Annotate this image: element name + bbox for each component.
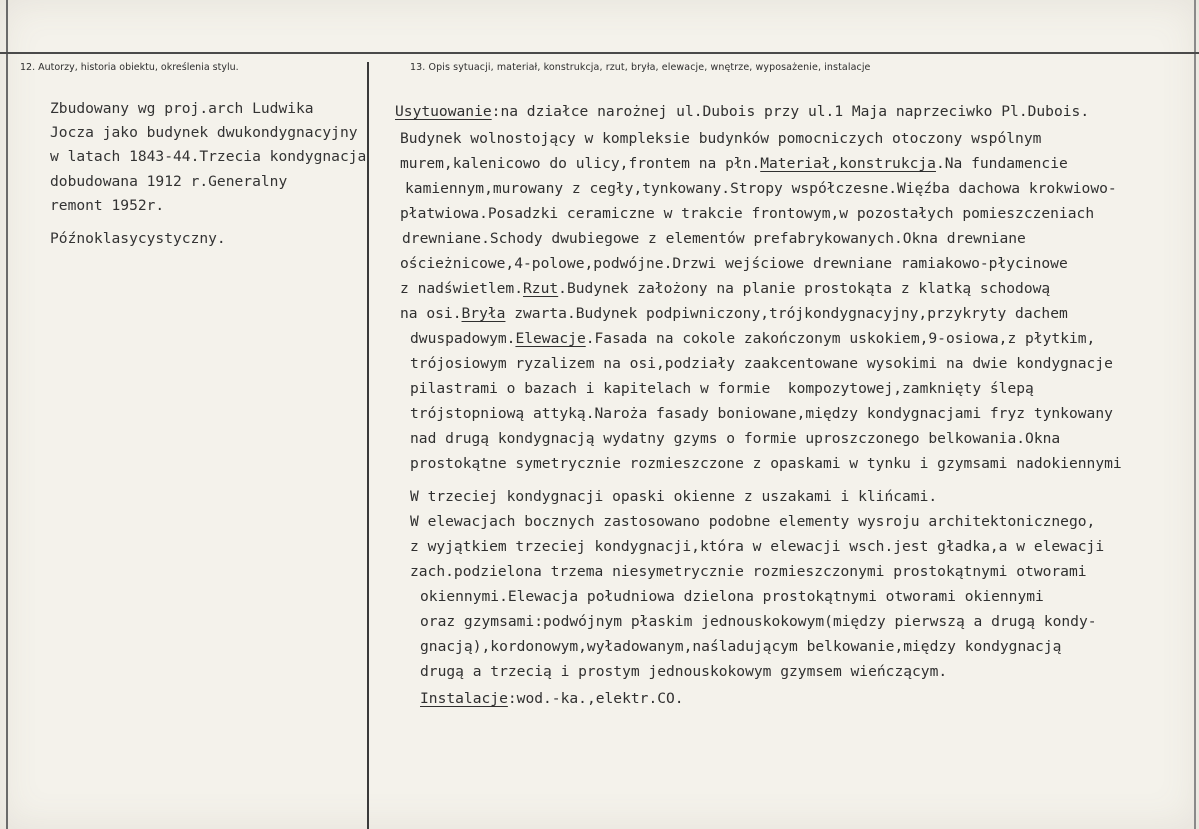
line-text: drugą a trzecią i prostym jednouskokowym gzymsem wieńczącym. [420,663,948,680]
line-text: drewniane.Schody dwubiegowe z elementów prefabrykowanych.Okna drewniane [402,230,1026,247]
description-line [410,455,1122,473]
line-text: :wod.-ka.,elektr.CO. [507,690,684,707]
history-line: Jocza jako budynek dwukondygnacyjny [50,124,358,142]
line-text: W elewacjach bocznych zastosowano podobne elementy wysroju architektonicznego, [410,513,1096,530]
line-text: z nadświetlem. [400,280,524,297]
description-line [400,305,1068,323]
line-text: dwuspadowym. [410,330,516,347]
description-line [410,430,1060,448]
line-text: zach.podzielona trzema niesymetrycznie rozmieszczonymi prostokątnymi otworami [410,563,1087,580]
line-text: pilastrami o bazach i kapitelach w formie kompozytowej,zamknięty ślepą [410,380,1034,397]
line-text: z wyjątkiem trzeciej kondygnacji,która w elewacji wsch.jest gładka,a w elewacji [410,538,1105,555]
description-line [410,513,1095,531]
description-line [400,130,1041,148]
line-text: W trzeciej kondygnacji opaski okienne z uszakami i klińcami. [410,488,938,505]
line-text: trójosiowym ryzalizem na osi,podziały zaakcentowane wysokimi na dwie kondygnacje [410,355,1113,372]
description-line [410,488,937,506]
line-text: Budynek wolnostojący w kompleksie budynków pomocniczych otoczony wspólnym [400,130,1042,147]
line-text: .Fasada na cokole zakończonym uskokiem,9-osiowa,z płytkim, [585,330,1096,347]
line-text: prostokątne symetrycznie rozmieszczone z opaskami w tynku i gzymsami nadokiennymi [410,455,1122,472]
description-line [410,330,1095,348]
style-designation: Późnoklasycystyczny. [50,230,226,247]
section-keyword: Usytuowanie [395,103,492,120]
description-line [410,563,1087,581]
line-text: murem,kalenicowo do ulicy,frontem na płn. [400,155,761,172]
description-line [402,230,1026,248]
history-line: dobudowana 1912 r.Generalny [50,172,288,190]
line-text: .Na fundamencie [935,155,1068,172]
description-line [400,280,1050,298]
page-right-edge [1194,0,1196,829]
line-text: nad drugą kondygnacją wydatny gzyms o formie uproszczonego belkowania.Okna [410,430,1061,447]
description-line [410,355,1113,373]
line-text: oraz gzymsami:podwójnym płaskim jednouskokowym(między pierwszą a drugą kondy- [420,613,1097,630]
description-line [420,663,947,681]
history-line: Zbudowany wg proj.arch Ludwika [50,100,314,117]
header-rule [0,52,1199,54]
line-text: zwarta.Budynek podpiwniczony,trójkondygnacyjny,przykryty dachem [505,305,1068,322]
column-divider [367,62,369,829]
section-keyword: Bryła [461,305,506,322]
line-text: płatwiowa.Posadzki ceramiczne w trakcie frontowym,w pozostałych pomieszczeniach [400,205,1095,222]
description-line [405,180,1117,198]
description-line [420,588,1044,606]
section-keyword: Instalacje [420,690,508,707]
description-line [420,690,684,708]
description-line [420,613,1097,631]
description-line [400,205,1094,223]
description-line [410,380,1034,398]
line-text: trójstopniową attyką.Naroża fasady boniowane,między kondygnacjami fryz tynkowany [410,405,1113,422]
page-left-edge [6,0,8,829]
description-line [400,155,1068,173]
description-line [410,538,1104,556]
description-line [410,405,1113,423]
line-text: okiennymi.Elewacja południowa dzielona prostokątnymi otworami okiennymi [420,588,1044,605]
history-text [50,97,366,218]
section-keyword: Rzut [523,280,559,297]
section-13-header: 13. Opis sytuacji, materiał, konstrukcja, rzut, bryła, elewacje, wnętrze, wyposażenie, instalacje [410,62,871,73]
section-keyword: Materiał,konstrukcja [760,155,936,172]
description-line [420,638,1061,656]
line-text: na osi. [400,305,462,322]
section-keyword: Elewacje [515,330,586,347]
line-text: ościeżnicowe,4-polowe,podwójne.Drzwi wejściowe drewniane ramiakowo-płycinowe [400,255,1068,272]
section-12-header: 12. Autorzy, historia obiektu, określenia stylu. [20,62,239,73]
history-line: w latach 1843-44.Trzecia kondygnacja [50,148,367,166]
description-line [400,255,1068,273]
line-text: .Budynek założony na planie prostokąta z klatką schodową [558,280,1051,297]
history-line: remont 1952r. [50,196,165,214]
line-text: kamiennym,murowany z cegły,tynkowany.Stropy współczesne.Więźba dachowa krokwiowo- [405,180,1117,197]
line-text: :na działce narożnej ul.Dubois przy ul.1 Maja naprzeciwko Pl.Dubois. [491,103,1090,120]
description-line [395,103,1089,121]
line-text: gnacją),kordonowym,wyładowanym,naśladującym belkowanie,między kondygnacją [420,638,1062,655]
